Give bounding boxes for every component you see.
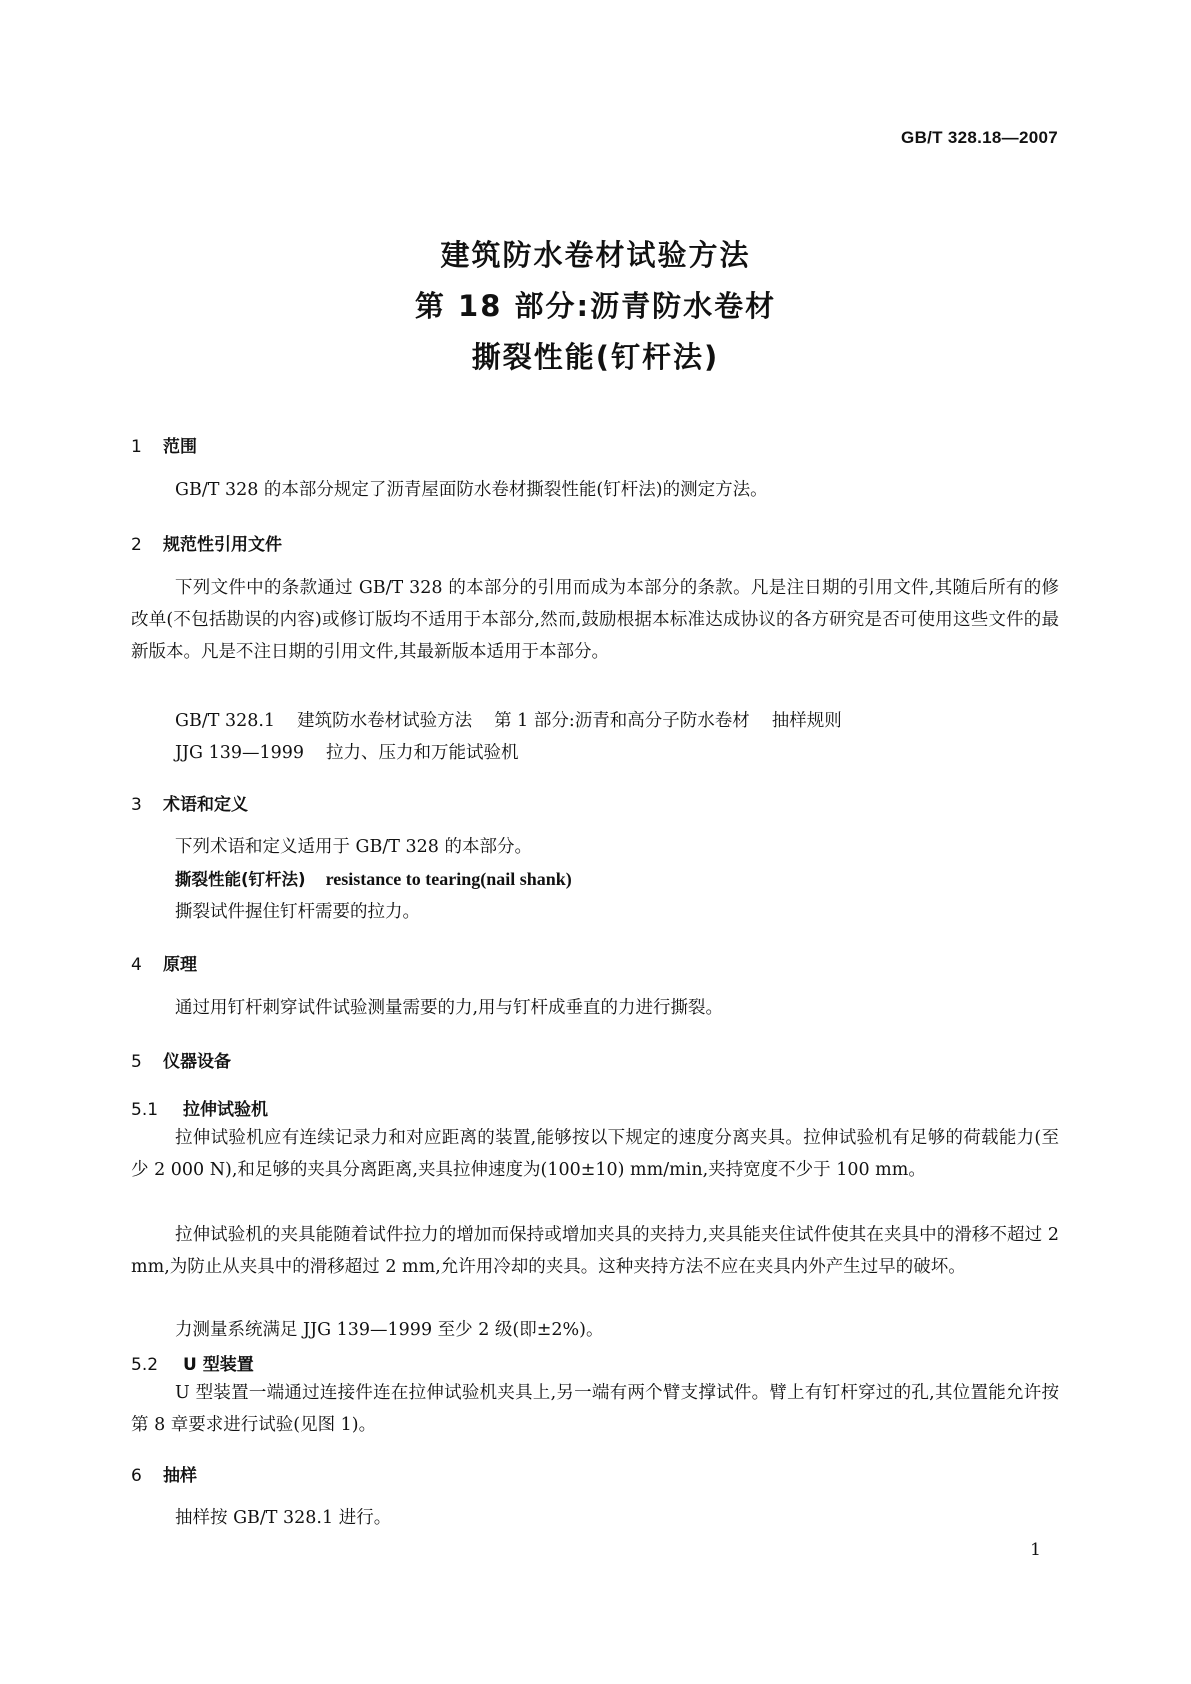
reference-title: 建筑防水卷材试验方法 <box>297 711 473 731</box>
reference-code: GB/T 328.1 <box>175 711 276 731</box>
document-title <box>0 230 1191 383</box>
section-number: 5.1 <box>131 1100 159 1120</box>
term-chinese: 撕裂性能(钉杆法) <box>175 870 306 889</box>
section-5-1-paragraph-3: 力测量系统满足 JJG 139—1999 至少 2 级(即±2%)。 <box>175 1320 604 1340</box>
section-4-paragraph: 通过用钉杆刺穿试件试验测量需要的力,用与钉杆成垂直的力进行撕裂。 <box>175 998 724 1018</box>
term-entry <box>175 866 572 890</box>
section-2-paragraph: 下列文件中的条款通过 GB/T 328 的本部分的引用而成为本部分的条款。凡是注日期的引用文件,其随后所有的修改单(不包括勘误的内容)或修订版均不适用于本部分,然而,鼓励根据本标准达成协议的各方研究是否可使用这些文件的最新版本。凡是不注日期的引用文件,其最新版本适用于本部分。 <box>131 578 1059 662</box>
section-5-heading <box>131 1047 231 1072</box>
section-5-1-heading <box>131 1095 268 1120</box>
section-5-1-paragraph-2: 拉伸试验机的夹具能随着试件拉力的增加而保持或增加夹具的夹持力,夹具能夹住试件使其在夹具中的滑移不超过 2 mm,为防止从夹具中的滑移超过 2 mm,允许用冷却的夹具。这种夹持方法不应在夹具内外产生过早的破坏。 <box>131 1225 1059 1277</box>
section-5-1-paragraph-1: 拉伸试验机应有连续记录力和对应距离的装置,能够按以下规定的速度分离夹具。拉伸试验机有足够的荷载能力(至少 2 000 N),和足够的夹具分离距离,夹具拉伸速度为(100±10) mm/min,夹持宽度不少于 100 mm。 <box>131 1128 1059 1180</box>
section-title: 规范性引用文件 <box>163 535 282 555</box>
reference-title: 拉力、压力和万能试验机 <box>326 743 519 763</box>
section-6-paragraph: 抽样按 GB/T 328.1 进行。 <box>175 1508 392 1528</box>
section-title: 抽样 <box>163 1466 197 1486</box>
reference-code: JJG 139—1999 <box>175 743 305 763</box>
term-english: resistance to tearing(nail shank) <box>325 869 572 889</box>
page-number: 1 <box>1030 1540 1041 1560</box>
section-number: 4 <box>131 955 142 975</box>
section-3-heading <box>131 790 248 815</box>
section-1-paragraph: GB/T 328 的本部分规定了沥青屋面防水卷材撕裂性能(钉杆法)的测定方法。 <box>175 480 768 500</box>
reference-subtitle: 抽样规则 <box>771 711 842 731</box>
term-definition: 撕裂试件握住钉杆需要的拉力。 <box>175 902 420 922</box>
title-line-1: 建筑防水卷材试验方法 <box>440 238 751 272</box>
section-title: 术语和定义 <box>163 795 248 815</box>
section-number: 5 <box>131 1052 142 1072</box>
section-5-2-heading <box>131 1350 254 1375</box>
section-title: 原理 <box>163 955 197 975</box>
section-4-heading <box>131 950 197 975</box>
section-number: 2 <box>131 535 142 555</box>
section-3-intro: 下列术语和定义适用于 GB/T 328 的本部分。 <box>175 837 532 857</box>
reference-gbt-328-1 <box>175 707 842 732</box>
section-number: 1 <box>131 437 142 457</box>
section-number: 3 <box>131 795 142 815</box>
section-title: 拉伸试验机 <box>183 1100 268 1120</box>
title-line-3: 撕裂性能(钉杆法) <box>471 340 720 374</box>
reference-jjg-139 <box>175 739 519 764</box>
section-title: U 型装置 <box>183 1355 254 1375</box>
section-number: 6 <box>131 1466 142 1486</box>
section-title: 范围 <box>163 437 197 457</box>
title-line-2: 第 18 部分:沥青防水卷材 <box>414 289 777 323</box>
standard-code: GB/T 328.18—2007 <box>901 128 1058 147</box>
reference-part: 第 1 部分:沥青和高分子防水卷材 <box>494 711 750 731</box>
section-number: 5.2 <box>131 1355 159 1375</box>
section-6-heading <box>131 1461 197 1486</box>
section-2-heading <box>131 530 282 555</box>
section-1-heading <box>131 432 197 457</box>
section-5-2-paragraph: U 型装置一端通过连接件连在拉伸试验机夹具上,另一端有两个臂支撑试件。臂上有钉杆穿过的孔,其位置能允许按第 8 章要求进行试验(见图 1)。 <box>131 1383 1059 1435</box>
section-title: 仪器设备 <box>163 1052 231 1072</box>
